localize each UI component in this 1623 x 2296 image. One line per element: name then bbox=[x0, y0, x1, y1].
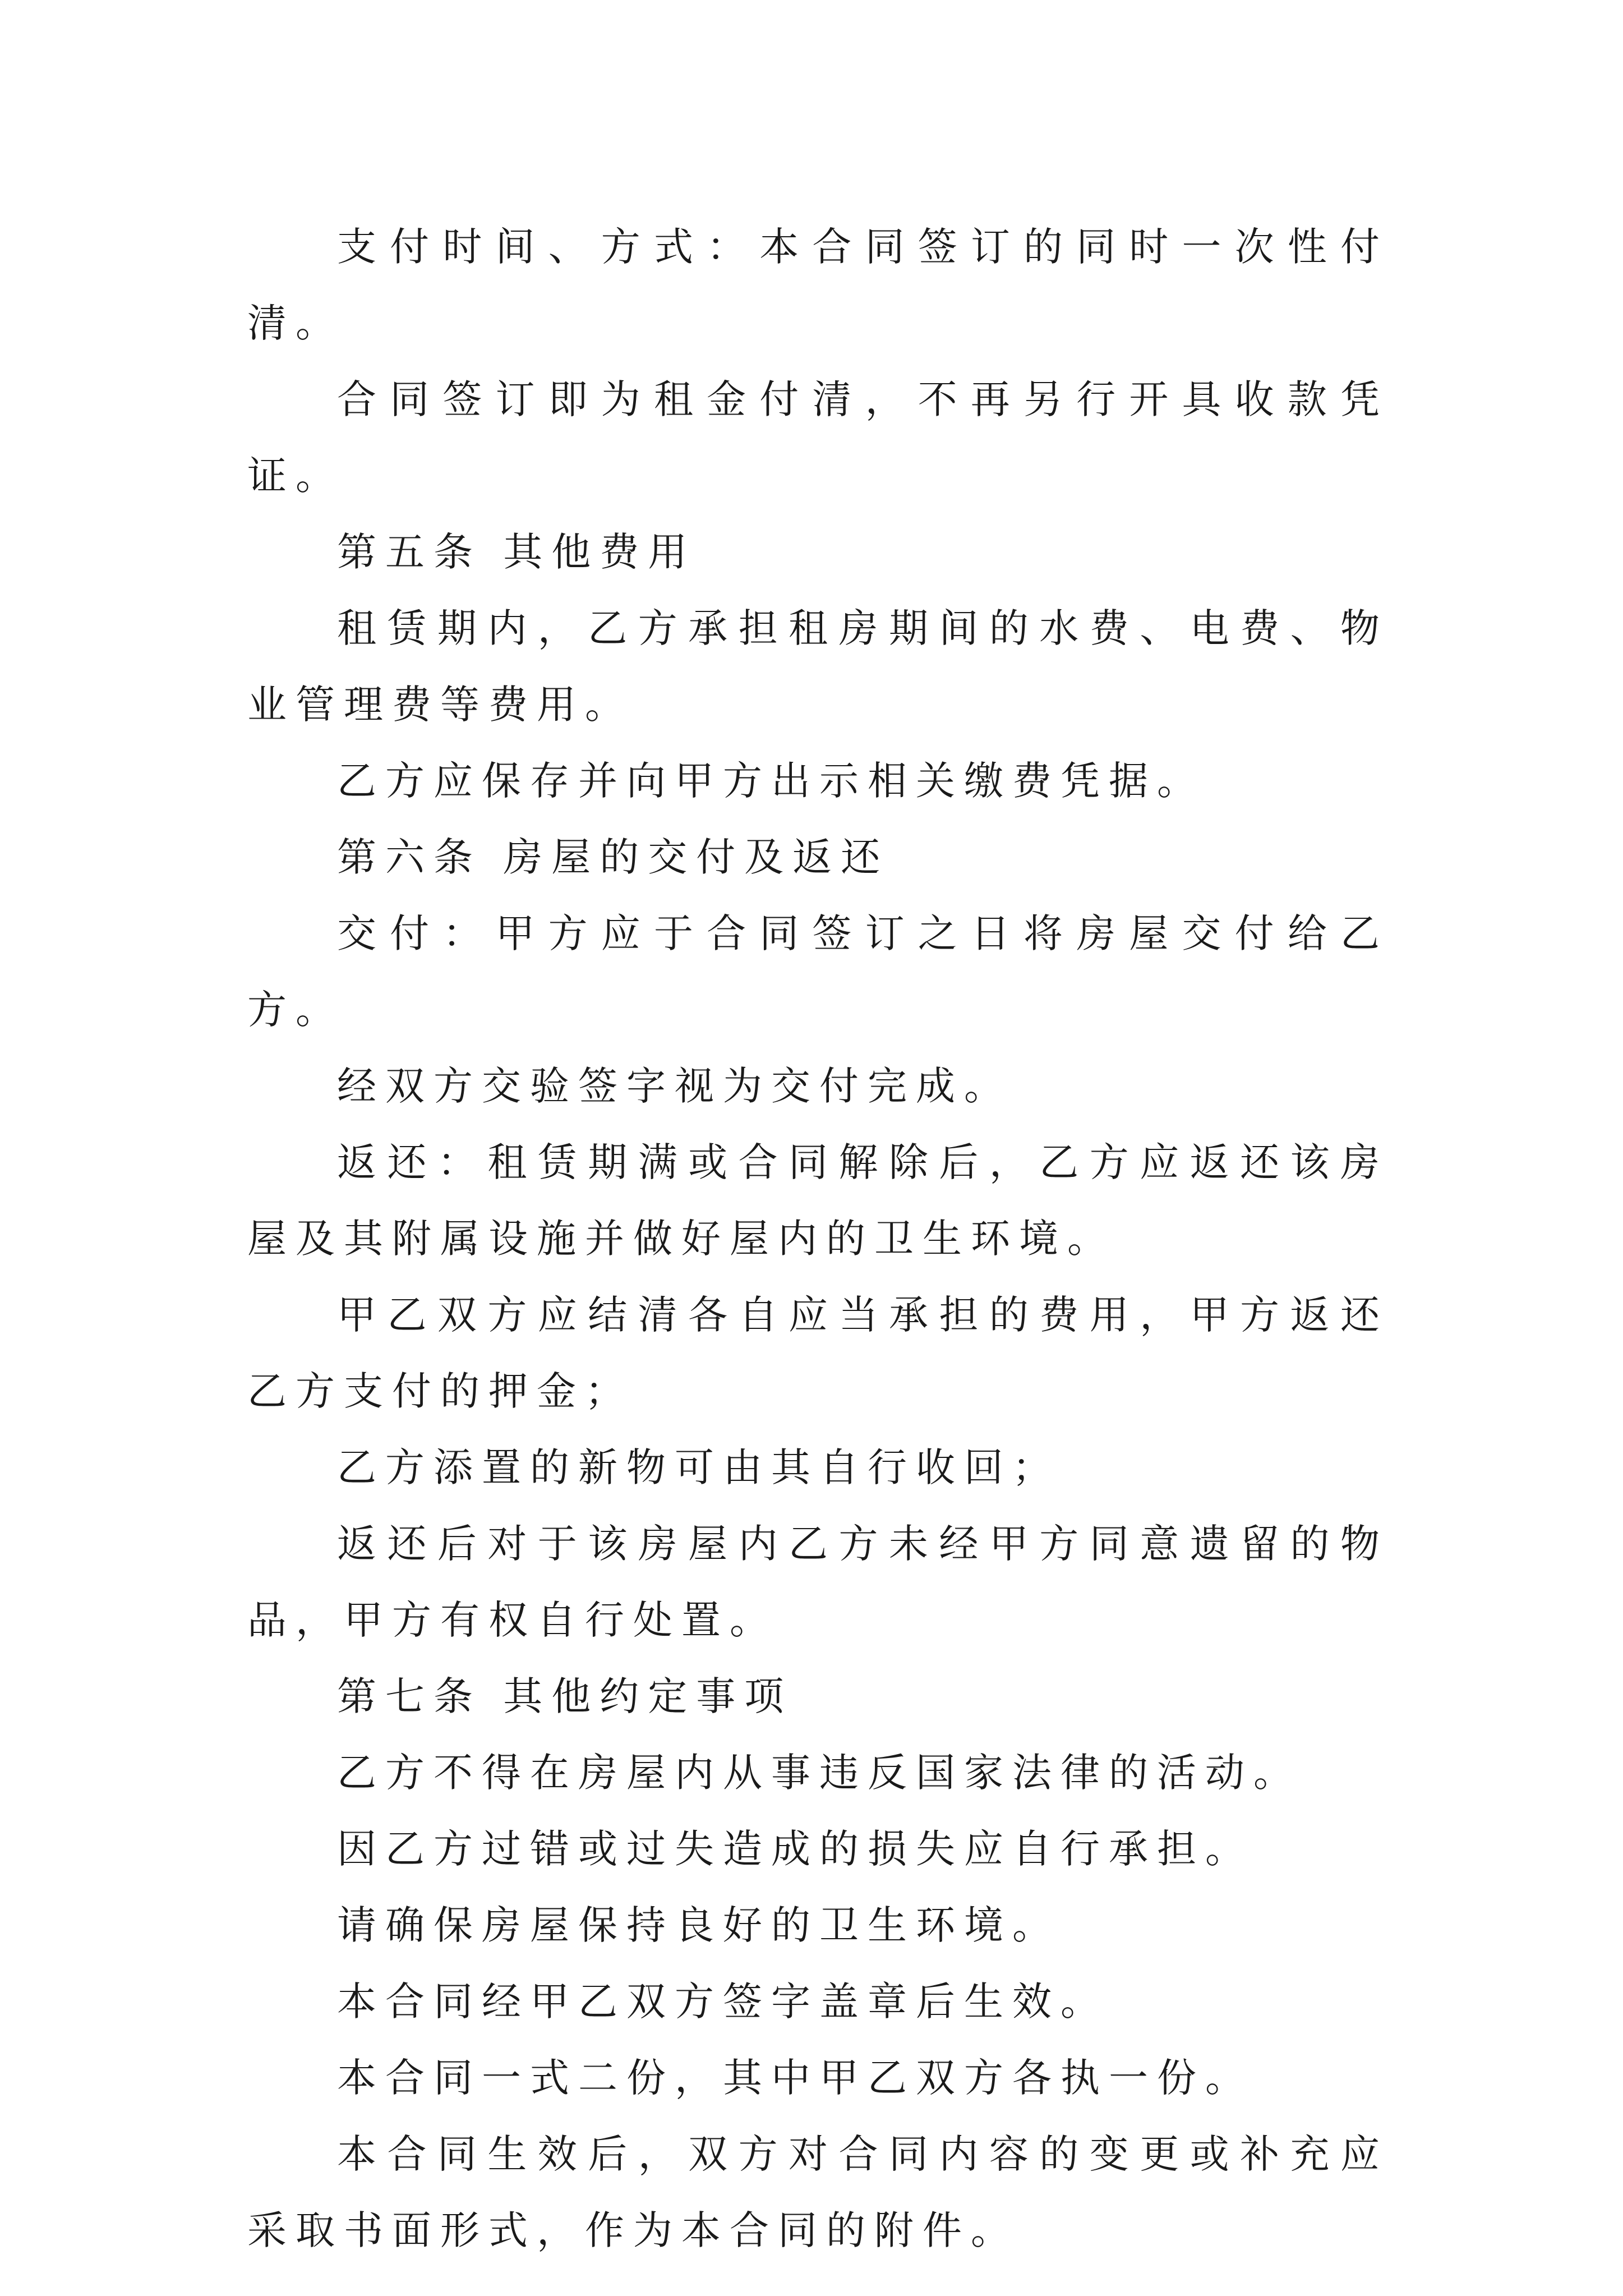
paragraph-effective: 本合同经甲乙双方签字盖章后生效。 bbox=[337, 1978, 1109, 2024]
contract-text bbox=[247, 209, 1389, 2269]
paragraph-other-fees: 租赁期内，乙方承担租房期间的水费、电费、物业管理费等费用。 bbox=[247, 605, 1389, 728]
paragraph-new-items: 乙方添置的新物可由其自行收回； bbox=[337, 1444, 1061, 1490]
paragraph-rent-paid: 合同签订即为租金付清，不再另行开具收款凭证。 bbox=[247, 376, 1389, 499]
paragraph-delivery: 交付：甲方应于合同签订之日将房屋交付给乙方。 bbox=[247, 910, 1389, 1033]
article-7-heading: 第七条 其他约定事项 bbox=[337, 1673, 793, 1719]
paragraph-losses: 因乙方过错或过失造成的损失应自行承担。 bbox=[337, 1826, 1253, 1872]
paragraph-amendments: 本合同生效后，双方对合同内容的变更或补充应采取书面形式，作为本合同的附件。 bbox=[247, 2131, 1389, 2253]
article-6-heading: 第六条 房屋的交付及返还 bbox=[337, 834, 889, 880]
paragraph-delivery-complete: 经双方交验签字视为交付完成。 bbox=[337, 1063, 1012, 1109]
paragraph-hygiene: 请确保房屋保持良好的卫生环境。 bbox=[337, 1902, 1061, 1948]
paragraph-left-items: 返还后对于该房屋内乙方未经甲方同意遗留的物品，甲方有权自行处置。 bbox=[247, 1521, 1389, 1643]
paragraph-fee-receipts: 乙方应保存并向甲方出示相关缴费凭据。 bbox=[337, 758, 1205, 804]
paragraph-legal-activity: 乙方不得在房屋内从事违反国家法律的活动。 bbox=[337, 1750, 1302, 1796]
article-5-heading: 第五条 其他费用 bbox=[337, 529, 697, 575]
paragraph-payment-method: 支付时间、方式：本合同签订的同时一次性付清。 bbox=[247, 224, 1389, 346]
paragraph-return: 返还：租赁期满或合同解除后，乙方应返还该房屋及其附属设施并做好屋内的卫生环境。 bbox=[247, 1139, 1389, 1262]
paragraph-copies: 本合同一式二份，其中甲乙双方各执一份。 bbox=[337, 2055, 1253, 2101]
paragraph-settle-fees: 甲乙双方应结清各自应当承担的费用，甲方返还乙方支付的押金； bbox=[247, 1292, 1389, 1414]
